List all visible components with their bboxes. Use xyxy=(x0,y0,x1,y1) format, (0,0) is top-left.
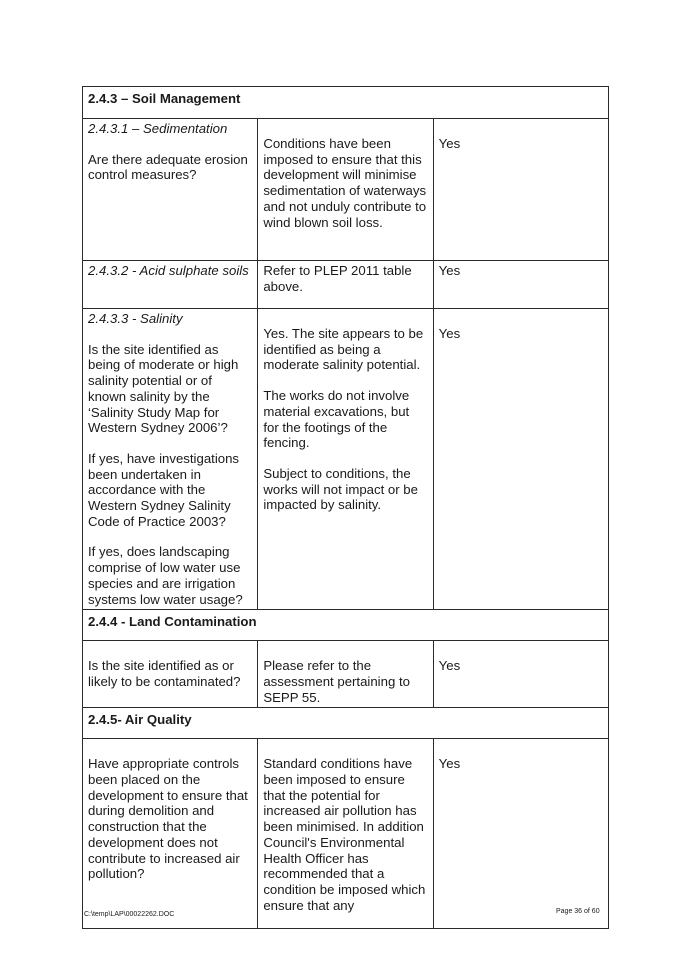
salinity-comment-cell xyxy=(258,309,433,610)
land-question: Is the site identified as or likely to be contaminated? xyxy=(83,641,258,708)
assessment-table xyxy=(82,86,609,929)
table-row xyxy=(83,739,609,929)
salinity-comment-2: The works do not involve material excavations, but for the footings of the fencing. xyxy=(263,388,410,451)
salinity-question-2: If yes, have investigations been undertaken in accordance with the Western Sydney Salinity Code of Practice 2003? xyxy=(88,450,240,529)
footer-file-path: C:\temp\LAP\00022262.DOC xyxy=(84,911,175,918)
land-contamination-heading: 2.4.4 - Land Contamination xyxy=(83,610,609,641)
sedimentation-title: 2.4.3.1 – Sedimentation xyxy=(88,121,228,136)
salinity-question-1: Is the site identified as being of moderate or high salinity potential or of known salinity by the ‘Salinity Study Map for Western Sydney 2006’? xyxy=(88,341,239,436)
footer-page-number: Page 36 of 60 xyxy=(556,908,600,915)
acid-compliance: Yes xyxy=(433,261,608,309)
air-compliance: Yes xyxy=(433,739,608,929)
air-question: Have appropriate controls been placed on the development to ensure that during demolition and construction that the development does not contribute to increased air pollution? xyxy=(83,739,258,929)
table-row xyxy=(83,261,609,309)
air-comment: Standard conditions have been imposed to ensure that the potential for increased air pollution has been minimised. In addition Council's Environmental Health Officer has recommended that a condition be imposed which ensure that any xyxy=(258,739,433,929)
sedimentation-question: Are there adequate erosion control measures? xyxy=(88,151,248,183)
table-row xyxy=(83,641,609,708)
acid-title: 2.4.3.2 - Acid sulphate soils xyxy=(88,263,249,278)
salinity-title: 2.4.3.3 - Salinity xyxy=(88,311,183,326)
air-quality-heading: 2.4.5- Air Quality xyxy=(83,708,609,739)
soil-management-heading: 2.4.3 – Soil Management xyxy=(83,87,609,119)
salinity-cell xyxy=(83,309,258,610)
salinity-compliance: Yes xyxy=(433,309,608,610)
land-compliance: Yes xyxy=(433,641,608,708)
table-row xyxy=(83,309,609,610)
salinity-comment-3: Subject to conditions, the works will not impact or be impacted by salinity. xyxy=(263,465,418,513)
salinity-question-3: If yes, does landscaping comprise of low water use species and are irrigation systems low water usage? xyxy=(88,544,243,607)
acid-cell xyxy=(83,261,258,309)
sedimentation-compliance: Yes xyxy=(433,119,608,261)
salinity-comment-1: Yes. The site appears to be identified as being a moderate salinity potential. xyxy=(263,326,424,373)
land-comment: Please refer to the assessment pertaining to SEPP 55. xyxy=(258,641,433,708)
acid-comment: Refer to PLEP 2011 table above. xyxy=(258,261,433,309)
table-row xyxy=(83,119,609,261)
sedimentation-comment: Conditions have been imposed to ensure that this development will minimise sedimentation of waterways and not unduly contribute to wind blown soil loss. xyxy=(258,119,433,261)
sedimentation-cell xyxy=(83,119,258,261)
